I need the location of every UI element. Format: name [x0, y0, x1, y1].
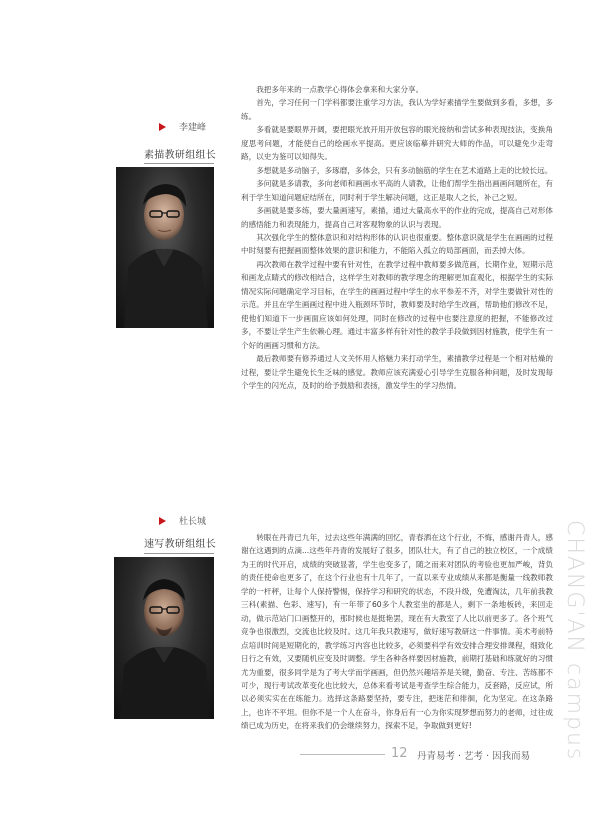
article-2: [241, 531, 553, 733]
paragraph: 最后教师要有修养通过人文关怀用人格魅力来打动学生，素描教学过程是一个相对枯燥的过程，要让学生避免长生乏味的感觉。教师应该充满爱心引导学生克服各种问题，及时发现每个学生的闪光点，及时的给予鼓励和表扬，激发学生的学习热情。: [241, 354, 553, 390]
profile-role: 素描教研组组长: [144, 150, 217, 161]
red-marker-icon: [159, 517, 166, 525]
portrait-figure-icon: [114, 557, 214, 719]
paragraph: 多画就是要多练，要大量画速写，素描，通过大量高水平的作业的完成，提高自己对形体的感悟能力和表现能力，提高自己对客观物象的认识与表现。: [241, 206, 553, 229]
page-number: 12: [391, 746, 408, 761]
profile-name: 李建峰: [179, 123, 207, 133]
paragraph: 首先，学习任何一门学科都要注重学习方法，我认为学好素描学生要做到多看，多想，多练。: [241, 98, 553, 121]
portrait-photo: [116, 167, 214, 328]
paragraph: 其次强化学生的整体意识和对结构形体的认识也很重要。整体意识就是学生在画画的过程中时刻要有把握画面整体效果的意识和能力，不能陷入孤立的局部画面，而丢掉大体。: [241, 232, 553, 256]
profile-role: 速写教研组组长: [144, 539, 217, 550]
paragraph: 再次教师在教学过程中要有针对性，在教学过程中教师要多做范画，长期作业，短期示范和画龙点睛式的修改相结合，这样学生对教师的教学理念的理解更加直观化，根据学生的实际情况实际问题确定学习目标，在学生的画画过程中学生的水平参差不齐，对学生要做针对性的示范。并且在学生画画过程中进入瓶颈环节时，教师要及时给学生改画，帮助他们修改不足，使他们知道下一步画面应该如何处理，同时在修改的过程中也要注意度的把握，不能修改过多，不要让学生产生依赖心理。通过丰富多样有针对性的教学手段做到因材施教，使学生有一个好的画画习惯和方法。: [241, 259, 553, 350]
divider: [144, 553, 214, 554]
footer-slogan: 丹青易考 · 艺考 · 因我而易: [417, 751, 531, 762]
paragraph: 多想就是多动脑子，多琢磨，多体会，只有多动脑筋的学生在艺术道路上走的比较长远。: [256, 165, 553, 175]
footer-divider: [300, 754, 385, 755]
vertical-title: [562, 520, 595, 762]
divider: [144, 163, 214, 164]
profile-name: 杜长城: [179, 517, 207, 527]
paragraph: 多看就是要眼界开阔，要把眼光放开用开放包容的眼光接纳和尝试多种表现技法，变换角度思考问题，才能使自己的绘画水平提高。更应该临摹并研究大师的作品，可以避免少走弯路，以史为鉴可以知得失。: [241, 125, 553, 162]
article-1: [241, 83, 553, 392]
portrait-photo: [114, 557, 214, 719]
paragraph: 多问就是多请教，多向老师和画画水平高的人请教，让他们帮学生指出画画问题所在，有利于学生知道问题症结所在，同时利于学生解决问题，这正是取人之长，补己之短。: [241, 179, 553, 202]
vertical-title-text: CHANG'AN campus: [562, 520, 587, 762]
paragraph: 我把多年来的一点教学心得体会拿来和大家分享。: [256, 85, 424, 94]
red-marker-icon: [159, 123, 166, 131]
paragraph: 转眼在丹青已九年，过去这些年满满的回忆，青春洒在这个行业，不悔，感谢丹青人，感谢在这遇到的点滴...这些年丹青的发展好了很多，团队壮大，有了自己的独立校区，一个成绩为王的时代开启，成绩的突破显著，学生也变多了，随之而来对团队的考验也更加严峻，背负的责任使命也更多了，在这个行业也有十几年了，一直以来专业成绩从来都是衡量一线教师教学的一杆秤，让每个人保持警惕，保持学习和研究的状态，不段升级，免遭淘汰，几年前我教三科(素描、色彩、速写)，有一年带了60多个人教室坐的都是人，剩下一条地板砖，来回走动，做示范站门口画整开的，那时候也是挺艳罢，现在有大教室了人比以前更多了。各个班气竞争也很激烈，交流也比较及时。这几年我只教速写，做好速写教研这一件事情。美术考前特点培训时间是短期化的，教学练习内容也比较多，必须要科学有效安排合理安排课程，细致化日行之有效，又要随机应变及时调整。学生各种各样要因材施教，前期打基础和练就好的习惯尤为重要，很多同学是为了考大学而学画画，但仍然兴趣培养是关键，勤奋、专注、苦练都不可少，现行考试改革变化也比较大，总体来看考试是考查学生综合能力，反套路，反应试，所以必须实实在在练能力。选择这条路要坚持，要专注，把迷茫和徘徊，化为坚定。在这条路上，也许不平坦。但你不是一个人在奋斗，你身后有一心为你实现梦想而努力的老师，过往成绩已成为历史，在将来我们仍会继续努力，探索不足，争取做到更好!: [241, 533, 553, 731]
portrait-figure-icon: [116, 167, 214, 328]
